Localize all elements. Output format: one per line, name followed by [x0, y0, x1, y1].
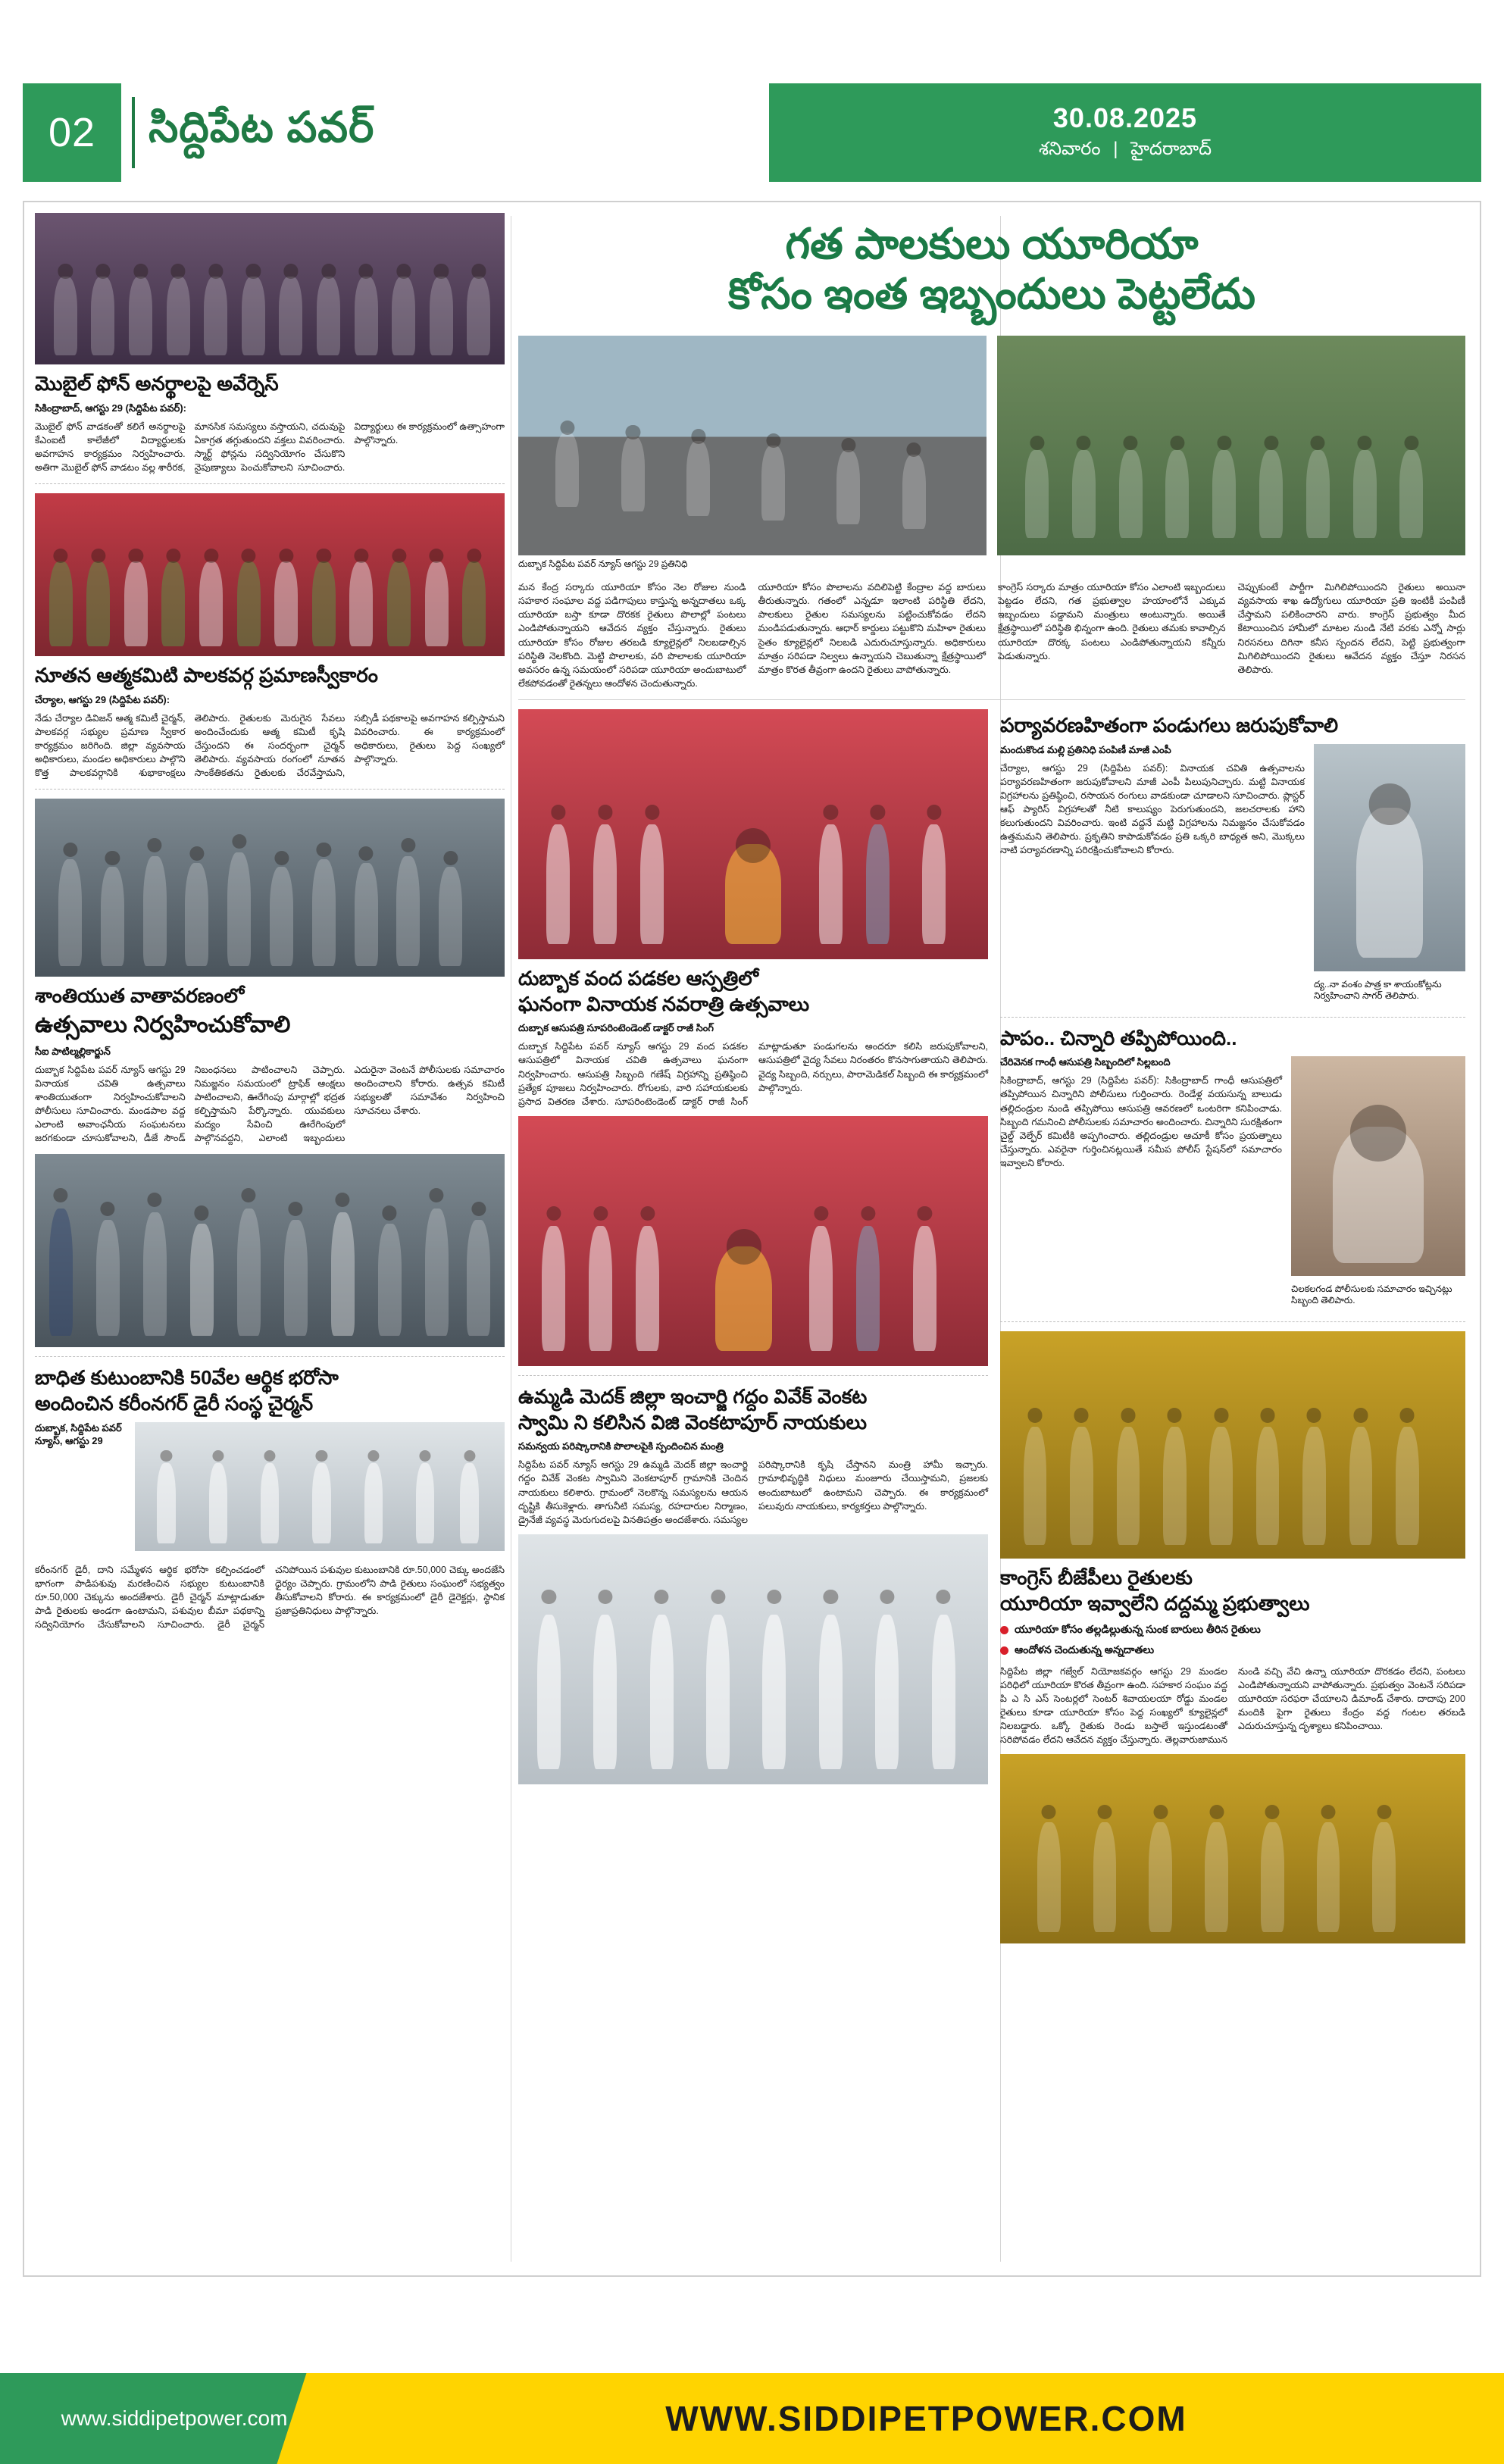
lead-photo-row — [518, 336, 1465, 576]
publication-title: సిద్దిపేట పవర్ — [149, 103, 375, 151]
byline-story-3: సీఐ పాటిల్మల్లికార్జున్ — [35, 1045, 111, 1057]
center-divider-1 — [518, 1375, 988, 1376]
photo-hospital-ganesh-2 — [518, 1116, 988, 1366]
body-story-3: దుబ్బాక సిద్దిపేట పవర్ న్యూస్ ఆగస్టు 29 వినాయక చవితి ఉత్సవాలు శాంతియుతంగా నిర్వహించుకోవాలని పోలీసులు సూచించారు. మండపాల వద్ద ఎలాంటి అవాంఛనీయ సంఘటనలు జరగకుండా చూసుకోవాలని, డీజే సౌండ్ నిబంధనలు పాటించాలని చెప్పారు. నిమజ్జనం సమయంలో ట్రాఫిక్ ఆంక్షలు పాటించాలని, ఊరేగింపు మార్గాల్లో భద్రత కల్పిస్తామని పేర్కొన్నారు. యువకులు మద్యం సేవించి ఊరేగింపులో పాల్గొనవద్దని, ఎలాంటి ఇబ్బందులు ఎదురైనా వెంటనే పోలీసులకు సమాచారం అందించాలని కోరారు. ఉత్సవ కమిటీ సభ్యులతో సమావేశం నిర్వహించి సూచనలు చేశారు. — [35, 1064, 505, 1144]
photo-atma-committee — [35, 493, 505, 656]
lead-divider — [518, 699, 1465, 700]
photo-farmers-waiting — [1000, 1754, 1465, 1943]
headline-right-story-1: పర్యావరణహితంగా పండుగలు జరుపుకోవాలి — [1000, 714, 1339, 736]
body-right-story-2: సికింద్రాబాద్, ఆగస్టు 29 (సిద్దిపేట పవర్): సికింద్రాబాద్ గాంధీ ఆసుపత్రిలో తప్పిపోయిన చిన్నారిని పోలీసులు గుర్తించారు. రెండేళ్ల వయసున్న బాలుడు తల్లిదండ్రుల నుండి తప్పిపోయి ఆసుపత్రి ఆవరణలో ఒంటరిగా కనిపించాడు. సిబ్బంది గమనించి పోలీసులకు సమాచారం అందించారు. చిన్నారిని సురక్షితంగా చైల్డ్ వెల్ఫేర్ కమిటీకి అప్పగించారు. తల్లిదండ్రుల ఆచూకీ కోసం ప్రయత్నాలు చేస్తున్నారు. ఎవరైనా గుర్తించినట్లయితే సమీప పోలీస్ స్టేషన్‌లో సమాచారం ఇవ్వాలని కోరారు. — [1000, 1075, 1282, 1169]
caption-right-story-1: ద్య..నా వంశం పాత్ర కా శాయంకోట్లను నిర్వహించాని సాగర్ తెలిపారు. — [1314, 978, 1442, 1001]
body-right-story-3: సిద్దిపేట జిల్లా గజ్వేల్ నియోజకవర్గం ఆగస్టు 29 మండల పరిధిలో యూరియా కొరత తీవ్రంగా ఉంది. సహకార సంఘం వద్ద పి ఎ సి ఎస్ సెంటర్లలో సెంటర్ శివాయలయా రోడ్డు మండల రైతులు కూడా యూరియా కోసం పెద్ద సంఖ్యలో క్యూలైన్లలో నిలబడ్డారు. ఒక్కో రైతుకు రెండు బస్తాలే ఇస్తుండటంతో సరిపోవడం లేదని ఆవేదన వ్యక్తం చేస్తున్నారు. తెల్లవారుజామున నుండి వచ్చి వేచి ఉన్నా యూరియా దొరకడం లేదని, పంటలు ఎండిపోతున్నాయని వాపోతున్నారు. ప్రభుత్వం వెంటనే సరిపడా యూరియా సరఫరా చేయాలని డిమాండ్ చేశారు. దాదాపు 200 మందికి పైగా రైతులు కేంద్రం వద్ద గంటల తరబడి ఎదురుచూస్తున్న దృశ్యాలు కనిపించాయి. — [1000, 1665, 1465, 1746]
footer-right-url[interactable]: WWW.SIDDIPETPOWER.COM — [665, 2399, 1187, 2438]
body-center-story-2: సిద్దిపేట పవర్ న్యూస్ ఆగస్టు 29 ఉమ్మడి మెదక్ జిల్లా ఇంచార్జి గద్దం వివేక్ వెంకట స్వామిని వెంకటాపూర్ గ్రామానికి చెందిన నాయకులు కలిశారు. గ్రామంలో నెలకొన్న సమస్యలను ఆయన దృష్టికి తీసుకెళ్లారు. తాగునీటి సమస్య, రహదారుల నిర్మాణం, డ్రైనేజీ వ్యవస్థ మెరుగుదలపై వినతిపత్రం అందజేశారు. సమస్యల పరిష్కారానికి కృషి చేస్తానని మంత్రి హామీ ఇచ్చారు. గ్రామాభివృద్ధికి నిధులు మంజూరు చేయిస్తామని, ప్రజలకు అందుబాటులో ఉంటామని చెప్పారు. ఈ కార్యక్రమంలో పలువురు నాయకులు, కార్యకర్తలు పాల్గొన్నారు. — [518, 1459, 988, 1525]
body-story-4: కరీంనగర్ డైరీ, దాని సమ్మేళన ఆర్థిక భరోసా కల్పించడంలో భాగంగా పాడిపశువు మరణించిన సభ్యుల కుటుంబానికి రూ.50,000 చెక్కును అందజేశారు. డైరీ చైర్మన్ మాట్లాడుతూ పాడి రైతులకు అండగా ఉంటామని, పశువుల బీమా పథకాన్ని సద్వినియోగం చేసుకోవాలని సూచించారు. డైరీ చైర్మన్ చనిపోయిన పశువుల కుటుంబానికి రూ.50,000 చెక్కు అందజేసి ధైర్యం చెప్పారు. గ్రామంలోని పాడి రైతులు సంఘంలో సభ్యత్వం తీసుకోవాలని కోరారు. ఈ కార్యక్రమంలో డైరీ డైరెక్టర్లు, స్థానిక ప్రజాప్రతినిధులు పాల్గొన్నారు. — [35, 1564, 505, 1631]
byline-center-story-2: సమన్వయ పరిష్కారానికి పొలాలపైకి స్పందించిన మంత్రి — [518, 1440, 724, 1452]
byline-story-2: చేర్యాల, ఆగస్టు 29 (సిద్దిపేట పవర్): — [35, 693, 170, 705]
right-divider-2 — [1000, 1321, 1465, 1322]
bullet-text: యూరియా కోసం తల్లడిల్లుతున్న సుంక బారులు తీరిన రైతులు — [1015, 1622, 1261, 1635]
bullet-list-right-story-3 — [1000, 1622, 1465, 1657]
body-story-2: నేడు చేర్యాల డివిజన్ ఆత్మ కమిటీ చైర్మన్, పాలకవర్గ సభ్యుల ప్రమాణ స్వీకార కార్యక్రమం జరిగింది. జిల్లా వ్యవసాయ అధికారులు, మండల అధికారులు పాల్గొని కొత్త పాలకవర్గానికి శుభాకాంక్షలు తెలిపారు. రైతులకు మెరుగైన సేవలు అందించేందుకు ఆత్మ కమిటీ కృషి చేస్తుందని ఈ సందర్భంగా చైర్మన్ తెలిపారు. వ్యవసాయ రంగంలో నూతన సాంకేతికతను రైతులకు చేరవేస్తామని, సబ్సిడీ పథకాలపై అవగాహన కల్పిస్తామని వివరించారు. ఈ కార్యక్రమంలో అధికారులు, రైతులు పెద్ద సంఖ్యలో పాల్గొన్నారు. — [35, 712, 505, 779]
page-number-box — [23, 83, 121, 182]
photo-urea-crowd-village — [997, 336, 1465, 555]
lead-body-col-2: యూరియా కోసం పొలాలను వదిలిపెట్టి కేంద్రాల వద్ద బారులు తీరుతున్నారు. గతంలో ఎన్నడూ ఇలాంటి పరిస్థితి లేదని, పాలకులు రైతుల సమస్యలను పట్టించుకోవడం లేదని మండిపడుతున్నారు. ఆధార్ కార్డులు పట్టుకొని మహిళా రైతులు సైతం క్యూలైన్లలో నిలబడి ఎదురుచూస్తున్నారు. అధికారులు మాత్రం సరిపడా నిల్వలు ఉన్నాయని చెబుతున్నా క్షేత్రస్థాయిలో మాత్రం కొరత తీవ్రంగా ఉందని రైతులు వాపోతున్నారు. — [758, 582, 986, 675]
headline-center-story-1-line2: ఘనంగా వినాయక నవరాత్రి ఉత్సవాలు — [518, 992, 810, 1015]
photo-police-crowd — [35, 1154, 505, 1347]
masthead-separator: | — [1113, 138, 1118, 159]
issue-edition: హైదరాబాద్ — [1130, 138, 1212, 159]
lead-headline-line2: కోసం ఇంత ఇబ్బందులు పెట్టలేదు — [728, 270, 1255, 317]
story-divider-1 — [35, 483, 505, 484]
headline-story-3-line1: శాంతియుత వాతావరణంలో — [35, 984, 245, 1008]
caption-lead-photo-1: దుబ్బాక సిద్దిపేట పవర్ న్యూస్ ఆగస్టు 29 ప్రతినిధి — [518, 558, 688, 569]
caption-right-story-2: చిలకలగండ పోలీసులకు సమాచారం ఇచ్చినట్లు సిబ్బంది తెలిపారు. — [1291, 1284, 1452, 1306]
masthead — [23, 83, 1481, 182]
headline-right-story-3-line1: కాంగ్రెస్ బీజేపీలు రైతులకు — [1000, 1566, 1193, 1590]
headline-right-story-2: పాపం.. చిన్నారి తప్పిపోయింది.. — [1000, 1026, 1237, 1049]
bullet-text: ఆందోళన చెందుతున్న అన్నదాతలు — [1015, 1643, 1155, 1656]
list-item — [1000, 1643, 1465, 1657]
lead-body-col-4: చెప్పుకుంటే పార్టీగా మిగిలిపోయిందని రైతులు అయినా వ్యవసాయ శాఖ ఉద్యోగులు యూరియా ప్రతి ఇంటికీ పంపిణీ చేస్తామని పలికించారని వారు. కాంగ్రెస్ ప్రభుత్వం మీద కేటాయించిన హామీలో మాటల నుండి నేటి వరకు ఎన్నో సార్లు నిరసనలు దిగినా కనీస స్పందన లేదని, పెట్టి ప్రభుత్వంగా మిగిలిపోయిందని రైతులు ఆవేదన వ్యక్తం చేస్తూ నిరసన తెలిపారు. — [1237, 582, 1465, 675]
headline-right-story-3-line2: యూరియా ఇవ్వాలేని దద్దమ్మ ప్రభుత్వాలు — [1000, 1592, 1310, 1615]
body-center-story-1: దుబ్బాక సిద్దిపేట పవర్ న్యూస్ ఆగస్టు 29 వంద పడకల ఆసుపత్రిలో వినాయక చవితి ఉత్సవాలు ఘనంగా నిర్వహించారు. ఆసుపత్రి సిబ్బంది గణేష్ విగ్రహాన్ని ప్రతిష్ఠించి ప్రత్యేక పూజలు నిర్వహించారు. రోగులకు, వారి సహాయకులకు ప్రసాద వితరణ చేశారు. సూపరింటెండెంట్ డాక్టర్ రాజీ సింగ్ మాట్లాడుతూ పండుగలను అందరూ కలిసి జరుపుకోవాలని, ఆసుపత్రిలో వైద్య సేవలు నిరంతరం కొనసాగుతాయని తెలిపారు. వైద్య సిబ్బంది, నర్సులు, పారామెడికల్ సిబ్బంది ఈ కార్యక్రమంలో పాల్గొన్నారు. — [518, 1041, 988, 1107]
byline-right-story-2: చేరివెనక గాంధీ ఆసుపత్రి సిబ్బందిలో సిల్లబంది — [1000, 1056, 1171, 1068]
lead-body-col-1: మన కేంద్ర సర్కారు యూరియా కోసం నెల రోజుల నుండి సహకార సంఘాల వద్ద పడిగాపులు కాస్తున్న అన్నదాతలు ఒక్క యూరియా బస్తా కూడా దొరకక రైతులు పొలాల్లో పంటలు ఎండిపోతున్నాయని ఆవేదన వ్యక్తం చేస్తున్నారు. రైతులు యూరియా కోసం రోజుల తరబడి క్యూలైన్లలో నిలబడాల్సిన పరిస్థితి నెలకొంది. మెట్టి పొలాలకు, వరి పొలాలకు యూరియా అవసరం ఉన్న సమయంలో సరిపడా యూరియా అందుబాటులో లేకపోవడంతో రైతన్నలు ఆందోళన చెందుతున్నారు. — [518, 582, 746, 689]
headline-story-4-line1: బాధిత కుటుంబానికి 50వేల ఆర్థిక భరోసా — [35, 1366, 339, 1390]
page-footer — [0, 2335, 1504, 2464]
photo-lost-child — [1291, 1056, 1465, 1276]
footer-left-url[interactable]: www.siddipetpower.com — [61, 2406, 288, 2430]
photo-mp-portrait — [1314, 744, 1465, 971]
body-right-story-1: చేర్యాల, ఆగస్టు 29 (సిద్దిపేట పవర్): వినాయక చవితి ఉత్సవాలను పర్యావరణహితంగా జరుపుకోవాలని మాజీ ఎంపీ పిలుపునిచ్చారు. మట్టి వినాయక విగ్రహాలను ప్రతిష్ఠించి, రసాయన రంగులు వాడకుండా చూడాలని సూచించారు. ప్లాస్టర్ ఆఫ్ ప్యారిస్ విగ్రహాలతో నీటి కాలుష్యం పెరుగుతుందని, జలచరాలకు హాని కలుగుతుందని వివరించారు. ఇంటి వద్దనే మట్టి విగ్రహాలను నిమజ్జనం చేసుకోవడం ఉత్తమమని తెలిపారు. ప్రకృతిని కాపాడుకోవడం ప్రతి ఒక్కరి బాధ్యత అని, మొక్కలు నాటి పర్యావరణాన్ని పరిరక్షించుకోవాలని కోరారు. — [1000, 762, 1305, 856]
photo-hospital-ganesh-1 — [518, 709, 988, 959]
column-left — [35, 213, 505, 2265]
byline-story-1: సికింద్రాబాద్, ఆగస్టు 29 (సిద్దిపేట పవర్): — [35, 402, 186, 414]
photo-dairy-cheque — [135, 1422, 505, 1551]
page-number: 02 — [48, 110, 96, 155]
page-content-frame — [23, 201, 1481, 2277]
red-dot-icon — [1000, 1646, 1008, 1655]
story-divider-2 — [35, 789, 505, 790]
headline-center-story-1-line1: దుబ్బాక వంద పడకల ఆస్పత్రిలో — [518, 967, 759, 990]
photo-urea-queue-street — [518, 336, 987, 555]
issue-day: శనివారం — [1038, 138, 1101, 159]
lead-body-col-3: కాంగ్రెస్ సర్కారు మాత్రం యూరియా కోసం ఎలాంటి ఇబ్బందులు పెట్టడం లేదని, గత ప్రభుత్వాల హయాంలోనే ఎక్కువ ఇబ్బందులు పడ్డామని మంత్రులు అంటున్నారు. అయితే క్షేత్రస్థాయిలో పరిస్థితి భిన్నంగా ఉంది. రైతులు తమకు కావాల్సిన యూరియా దొరక్క పంటలు ఎండిపోతున్నాయని కన్నీరు పెడుతున్నారు. — [998, 582, 1226, 661]
headline-story-4-line2: అందించిన కరీంనగర్ డైరీ సంస్థ చైర్మన్ — [35, 1392, 314, 1415]
footer-right-url-box — [349, 2373, 1504, 2464]
byline-center-story-1: దుబ్బాక ఆసుపత్రి సూపరింటెండెంట్ డాక్టర్ రాజీ సింగ్ — [518, 1022, 714, 1034]
red-dot-icon — [1000, 1626, 1008, 1634]
headline-center-story-2-line2: స్వామి ని కలిసిన విజి వెంకటాపూర్ నాయకులు — [518, 1410, 867, 1434]
masthead-title-box — [121, 83, 769, 182]
headline-story-3-line2: ఉత్సవాలు నిర్వహించుకోవాలి — [35, 1012, 291, 1038]
story-divider-3 — [35, 1356, 505, 1357]
headline-story-1: మొబైల్ ఫోన్ అనర్థాలపై అవేర్నెస్ — [35, 372, 279, 395]
headline-center-story-2-line1: ఉమ్మడి మెదక్ జిల్లా ఇంచార్జి గద్దం వివేక్ వెంకట — [518, 1384, 868, 1408]
byline-story-4: దుబ్బాక, సిద్దిపేట పవర్ న్యూస్, ఆగస్టు 29 — [35, 1421, 122, 1446]
photo-urea-distribution-centre — [1000, 1331, 1465, 1559]
masthead-date-box — [769, 83, 1481, 182]
issue-dayline — [1039, 139, 1212, 164]
issue-date: 30.08.2025 — [1052, 102, 1198, 133]
list-item — [1000, 1622, 1465, 1637]
byline-right-story-1: మందుకొండ మల్లి ప్రతినిధి పంపిణీ మాజీ ఎంపీ — [1000, 743, 1171, 755]
photo-police-meeting — [35, 799, 505, 977]
lead-headline-line1: గత పాలకులు యూరియా — [785, 220, 1199, 267]
column-center — [518, 213, 1465, 2265]
photo-award-ceremony — [35, 213, 505, 364]
body-story-1: మొబైల్ ఫోన్ వాడకంతో కలిగే అనర్థాలపై కేఎంఐటీ కాలేజీలో విద్యార్థులకు అవగాహన కార్యక్రమం నిర్వహించారు. అతిగా మొబైల్ ఫోన్ వాడటం వల్ల శారీరక, మానసిక సమస్యలు వస్తాయని, చదువుపై ఏకాగ్రత తగ్గుతుందని వక్తలు వివరించారు. స్మార్ట్ ఫోన్లను సద్వినియోగం చేసుకొని నైపుణ్యాలు పెంచుకోవాలని సూచించారు. విద్యార్థులు ఈ కార్యక్రమంలో ఉత్సాహంగా పాల్గొన్నారు. — [35, 421, 505, 473]
photo-leaders-meeting — [518, 1534, 988, 1784]
right-divider-1 — [1000, 1017, 1465, 1018]
headline-story-2: నూతన ఆత్మకమిటి పాలకవర్గ ప్రమాణస్వీకారం — [35, 664, 378, 687]
